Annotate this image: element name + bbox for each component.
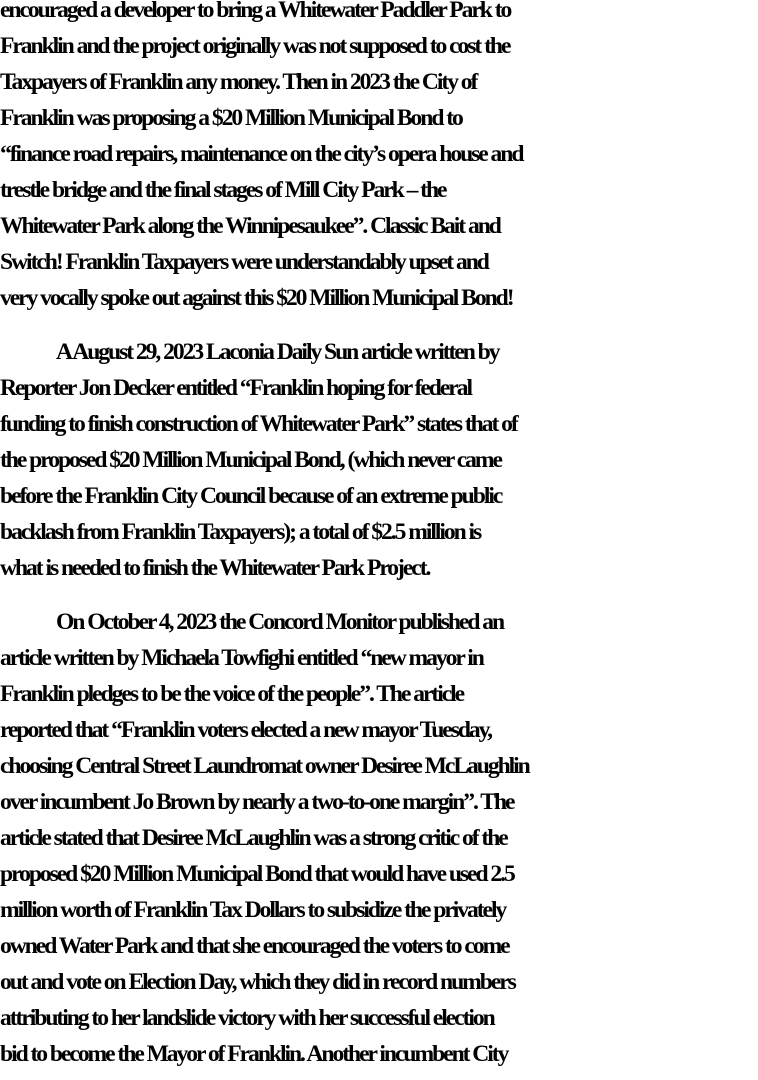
text-line: A August 29, 2023 Laconia Daily Sun article written by xyxy=(56,339,499,365)
text-line: Switch! Franklin Taxpayers were understandably upset and xyxy=(0,249,488,275)
text-line: Reporter Jon Decker entitled “Franklin hoping for federal xyxy=(0,375,471,401)
text-line: owned Water Park and that she encouraged the voters to come xyxy=(0,933,509,959)
text-line: reported that “Franklin voters elected a new mayor Tuesday, xyxy=(0,717,491,743)
text-line: over incumbent Jo Brown by nearly a two-to-one margin”. The xyxy=(0,789,514,815)
text-line: bid to become the Mayor of Franklin. Another incumbent City xyxy=(0,1041,508,1067)
text-line: out and vote on Election Day, which they did in record numbers xyxy=(0,969,515,995)
text-line: encouraged a developer to bring a Whitewater Paddler Park to xyxy=(0,0,511,23)
text-line: backlash from Franklin Taxpayers); a total of $2.5 million is xyxy=(0,519,481,545)
paragraph-spacer xyxy=(0,586,758,604)
text-line: choosing Central Street Laundromat owner Desiree McLaughlin xyxy=(0,753,529,779)
text-line: attributing to her landslide victory with her successful election xyxy=(0,1005,494,1031)
text-line: Franklin was proposing a $20 Million Municipal Bond to xyxy=(0,105,462,131)
text-line: trestle bridge and the final stages of Mill City Park – the xyxy=(0,177,446,203)
text-line: Taxpayers of Franklin any money. Then in 2023 the City of xyxy=(0,69,477,95)
text-line: million worth of Franklin Tax Dollars to subsidize the privately xyxy=(0,897,506,923)
text-line: very vocally spoke out against this $20 Million Municipal Bond! xyxy=(0,285,513,311)
text-line: Franklin pledges to be the voice of the people”. The article xyxy=(0,681,464,707)
text-line: article stated that Desiree McLaughlin was a strong critic of the xyxy=(0,825,507,851)
text-line: proposed $20 Million Municipal Bond that would have used 2.5 xyxy=(0,861,514,887)
text-line: Whitewater Park along the Winnipesaukee”. Classic Bait and xyxy=(0,213,500,239)
text-line: “finance road repairs, maintenance on the city’s opera house and xyxy=(0,141,523,167)
text-line: what is needed to finish the Whitewater Park Project. xyxy=(0,555,430,581)
text-line: the proposed $20 Million Municipal Bond, (which never came xyxy=(0,447,501,473)
text-line: On October 4, 2023 the Concord Monitor published an xyxy=(56,609,504,635)
paragraph-whitewater-park-history xyxy=(0,0,758,316)
text-line: before the Franklin City Council because of an extreme public xyxy=(0,483,502,509)
paragraph-spacer xyxy=(0,316,758,334)
text-line: funding to finish construction of Whitewater Park” states that of xyxy=(0,411,517,437)
paragraph-concord-monitor-article xyxy=(0,604,758,1072)
text-line: article written by Michaela Towfighi entitled “new mayor in xyxy=(0,645,483,671)
text-line: Franklin and the project originally was not supposed to cost the xyxy=(0,33,510,59)
paragraph-laconia-daily-sun-article xyxy=(0,334,758,586)
